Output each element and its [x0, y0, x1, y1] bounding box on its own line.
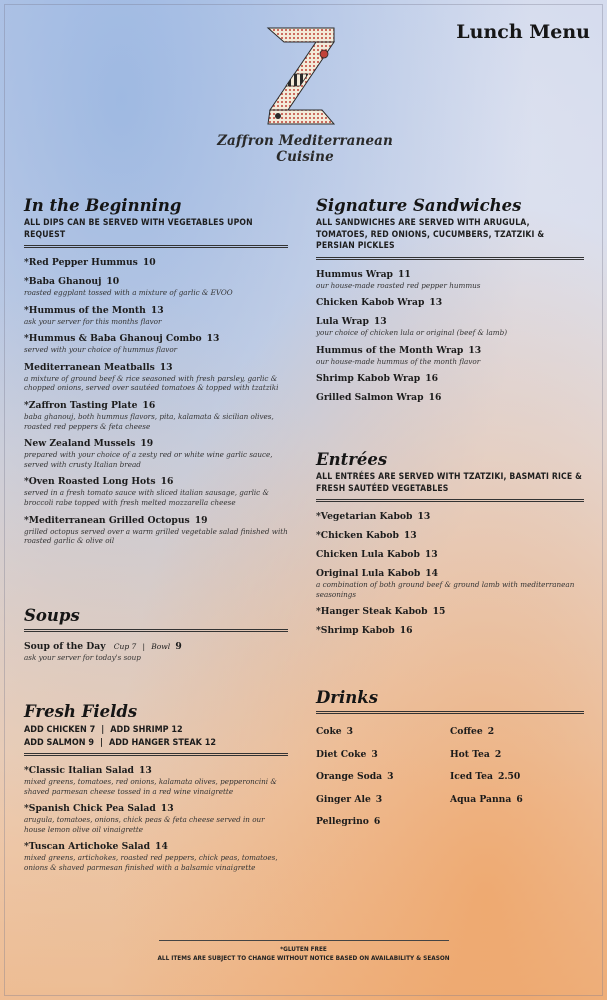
bowl-label: Bowl — [151, 642, 171, 651]
section-entrees — [316, 450, 584, 644]
addon-shrimp: ADD SHRIMP 12 — [110, 725, 183, 735]
item-name: *Classic Italian Salad — [24, 765, 134, 776]
item-name: Grilled Salmon Wrap — [316, 392, 424, 404]
zaffron-logo-icon — [264, 24, 338, 128]
item-price: 19 — [194, 514, 208, 526]
item-name: *Hummus & Baba Ghanouj Combo — [24, 333, 202, 345]
item-name: Lula Wrap — [316, 316, 369, 328]
menu-item — [316, 625, 584, 637]
menu-item — [24, 476, 288, 507]
menu-item — [24, 362, 288, 393]
item-price: 13 — [429, 297, 443, 309]
section-fresh-fields — [24, 702, 288, 880]
section-soups — [24, 606, 288, 670]
drink-name: Ginger Ale — [316, 793, 371, 805]
section-divider — [24, 753, 288, 756]
addon-salmon: ADD SALMON 9 — [24, 737, 94, 748]
drink-price: 2 — [494, 748, 502, 760]
item-description: served in a fresh tomato sauce with sliced italian sausage, garlic & broccoli rabe topped with fresh melted mozzarella cheese — [24, 488, 269, 507]
item-list — [316, 511, 584, 637]
section-divider — [24, 245, 288, 248]
item-list — [24, 257, 288, 546]
item-name: *Zaffron Tasting Plate — [24, 399, 138, 411]
gluten-free-note: *GLUTEN FREE — [280, 945, 327, 953]
item-description: a mixture of ground beef & rice seasoned with fresh parsley, garlic & chopped onions, served over sautéed tomatoes & topped with tzatziki — [24, 373, 279, 393]
menu-item — [316, 297, 584, 309]
addon-row: ADD SALMON 9 | ADD HANGER STEAK 12 — [24, 737, 217, 748]
drink-name: Pellegrino — [316, 816, 369, 827]
drink-item — [316, 771, 450, 783]
drink-name: Orange Soda — [316, 771, 383, 782]
restaurant-name: Zaffron Mediterranean Cuisine — [217, 133, 393, 165]
section-title: Entrées — [316, 450, 388, 469]
menu-item — [24, 841, 288, 872]
menu-item — [316, 316, 584, 338]
item-price: 16 — [399, 625, 413, 637]
section-title: Soups — [24, 606, 80, 625]
menu-item — [24, 257, 288, 269]
item-price: 13 — [138, 765, 152, 776]
item-name: *Hummus of the Month — [24, 304, 146, 316]
item-price: 13 — [159, 361, 173, 373]
item-price: 13 — [424, 549, 438, 560]
item-description: grilled octopus served over a warm grilled vegetable salad finished with roasted garlic & olive oil — [24, 526, 288, 546]
menu-item — [24, 305, 288, 327]
section-divider — [316, 257, 584, 260]
cup-price: Cup 7 — [113, 642, 137, 651]
menu-item — [316, 269, 584, 291]
item-description: our house-made roasted red pepper hummus — [316, 280, 481, 290]
section-divider — [24, 629, 288, 632]
item-price: 14 — [155, 841, 168, 853]
section-drinks — [316, 688, 584, 839]
section-divider — [316, 711, 584, 714]
item-name: *Oven Roasted Long Hots — [24, 476, 156, 488]
section-title: Fresh Fields — [24, 702, 138, 721]
section-beginning — [24, 196, 288, 553]
menu-item — [316, 345, 584, 367]
page-title: Lunch Menu — [456, 21, 590, 43]
item-description: baba ghanouj, both hummus flavors, pita, kalamata & sicilian olives, roasted red peppers & feta cheese — [24, 411, 274, 431]
menu-item — [24, 765, 288, 796]
section-divider — [316, 499, 584, 502]
item-price: 19 — [140, 438, 154, 450]
addon-hanger-steak: ADD HANGER STEAK 12 — [108, 737, 217, 748]
drink-name: Hot Tea — [450, 748, 490, 760]
item-name: Hummus Wrap — [316, 268, 393, 280]
item-price: 13 — [468, 344, 482, 356]
drink-name: Diet Coke — [316, 748, 367, 760]
drink-name: Aqua Panna — [450, 793, 512, 805]
availability-note: ALL ITEMS ARE SUBJECT TO CHANGE WITHOUT NOTICE BASED ON AVAILABILITY & SEASON — [157, 954, 450, 963]
menu-item — [316, 568, 584, 599]
section-title: In the Beginning — [24, 196, 182, 215]
item-price: 13 — [160, 803, 174, 815]
drink-price: 3 — [375, 793, 383, 805]
item-description: mixed greens, tomatoes, red onions, kalamata olives, pepperoncini & shaved parmesan cheese tossed in a red wine vinaigrette — [24, 777, 277, 796]
section-sandwiches — [316, 196, 584, 411]
item-description: ask your server for today's soup — [24, 653, 141, 662]
item-price: 16 — [160, 476, 174, 488]
item-name: Chicken Kabob Wrap — [316, 297, 425, 309]
item-price: 11 — [397, 268, 411, 280]
item-name: *Chicken Kabob — [316, 530, 399, 541]
item-price: 13 — [403, 530, 417, 541]
item-price: 14 — [425, 568, 439, 579]
item-description: mixed greens, artichokes, roasted red peppers, chick peas, tomatoes, onions & shaved parmesan finished with a balsamic vinaigrette — [24, 853, 278, 872]
menu-item — [24, 276, 288, 298]
section-subtitle: ALL ENTRÉES ARE SERVED WITH TZATZIKI, BASMATI RICE & FRESH SAUTÉED VEGETABLES — [316, 472, 583, 494]
footer — [20, 940, 587, 964]
item-name: Chicken Lula Kabob — [316, 549, 420, 560]
drink-price: 3 — [346, 726, 354, 737]
addon-row: ADD CHICKEN 7 | ADD SHRIMP 12 — [24, 725, 183, 735]
section-title: Drinks — [316, 688, 378, 707]
drink-item — [316, 816, 450, 828]
item-name: Shrimp Kabob Wrap — [316, 373, 421, 385]
drink-item — [450, 726, 584, 738]
menu-item — [316, 549, 584, 561]
bowl-price: 9 — [175, 641, 182, 652]
item-name: Mediterranean Meatballs — [24, 361, 155, 373]
item-description: arugula, tomatoes, onions, chick peas & feta cheese served in our house lemon olive oil vinaigrette — [24, 815, 265, 834]
menu-item — [316, 530, 584, 542]
menu-item — [24, 803, 288, 834]
item-name: Original Lula Kabob — [316, 568, 421, 579]
item-price: 10 — [142, 257, 156, 268]
item-name: *Tuscan Artichoke Salad — [24, 841, 151, 853]
menu-item — [316, 606, 584, 618]
item-description: roasted eggplant tossed with a mixture of garlic & EVOO — [24, 288, 233, 297]
item-price: 13 — [150, 304, 164, 316]
item-list — [316, 269, 584, 405]
drink-price: 3 — [387, 771, 394, 782]
drink-name: Coffee — [450, 726, 483, 737]
menu-item — [316, 373, 584, 385]
drinks-column-right — [450, 726, 584, 839]
item-price: 16 — [142, 399, 156, 411]
item-name: *Shrimp Kabob — [316, 625, 395, 637]
drink-name: Iced Tea — [450, 771, 493, 782]
drink-name: Coke — [316, 726, 342, 737]
item-name: New Zealand Mussels — [24, 438, 136, 450]
section-subtitle: ALL DIPS CAN BE SERVED WITH VEGETABLES UPON REQUEST — [24, 218, 253, 240]
footer-divider — [159, 940, 449, 941]
item-description: ask your server for this months flavor — [24, 316, 162, 326]
section-subtitle: ALL SANDWICHES ARE SERVED WITH ARUGULA, TOMATOES, RED ONIONS, CUCUMBERS, TZATZIKI & PERSIAN PICKLES — [316, 218, 545, 251]
menu-item — [24, 438, 288, 469]
drink-price: 6 — [516, 793, 523, 805]
menu-item — [316, 392, 584, 404]
drink-price: 3 — [371, 748, 378, 760]
drinks-column-left — [316, 726, 450, 839]
item-name: Soup of the Day — [24, 641, 106, 652]
menu-item — [24, 400, 288, 431]
item-description: served with your choice of hummus flavor — [24, 345, 178, 355]
item-name: *Vegetarian Kabob — [316, 511, 413, 522]
item-price: 10 — [106, 276, 120, 287]
item-description: our house-made hummus of the month flavor — [316, 356, 481, 366]
drink-item — [316, 749, 450, 761]
item-price: 16 — [425, 373, 439, 385]
addon-chicken: ADD CHICKEN 7 — [24, 725, 96, 735]
drink-price: 2 — [487, 726, 495, 737]
menu-item — [24, 515, 288, 546]
item-price: 13 — [373, 316, 387, 328]
drink-price: 2.50 — [497, 771, 521, 782]
item-name: *Red Pepper Hummus — [24, 257, 138, 268]
drink-item — [316, 726, 450, 738]
item-name: *Mediterranean Grilled Octopus — [24, 514, 190, 526]
menu-item — [24, 333, 288, 355]
menu-item: Soup of the Day Cup 7 | Bowl 9 ask your server for today's soup — [24, 641, 288, 663]
item-name: *Hanger Steak Kabob — [316, 606, 428, 618]
item-list — [24, 765, 288, 873]
drink-item — [450, 749, 584, 761]
drink-item — [316, 794, 450, 806]
section-title: Signature Sandwiches — [316, 196, 522, 215]
item-price: 15 — [432, 606, 446, 618]
item-name: *Spanish Chick Pea Salad — [24, 803, 156, 815]
item-description: prepared with your choice of a zesty red or white wine garlic sauce, served with crusty Italian bread — [24, 450, 273, 469]
item-description: your choice of chicken lula or original (beef & lamb) — [316, 328, 508, 338]
item-price: 13 — [417, 511, 431, 522]
item-description: a combination of both ground beef & ground lamb with mediterranean seasonings — [316, 580, 575, 599]
drink-item — [450, 771, 584, 783]
drink-price: 6 — [373, 816, 381, 827]
item-price: 16 — [428, 392, 442, 404]
menu-item — [316, 511, 584, 523]
item-price: 13 — [206, 333, 220, 345]
drink-item — [450, 794, 584, 806]
item-name: Hummus of the Month Wrap — [316, 344, 464, 356]
item-name: *Baba Ghanouj — [24, 276, 102, 287]
